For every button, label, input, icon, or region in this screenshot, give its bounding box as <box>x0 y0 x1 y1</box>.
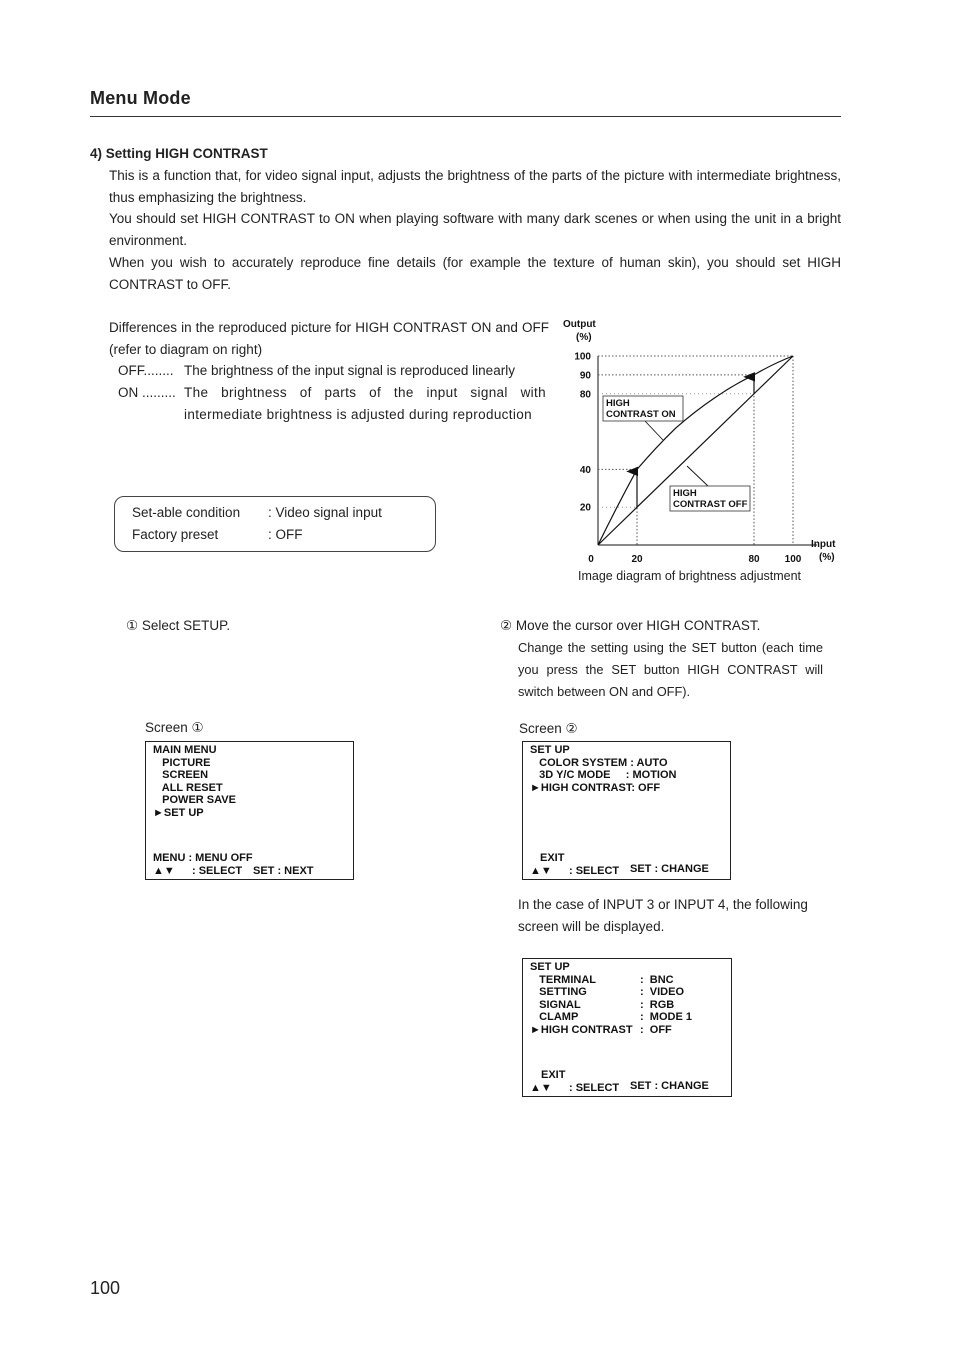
osd-line: MAIN MENU <box>153 744 217 756</box>
off-label: OFF........ <box>118 363 174 378</box>
osd-footer: MENU : MENU OFF <box>153 852 253 864</box>
callout-contrast-on-leader <box>645 421 663 440</box>
off-recommendation-paragraph: When you wish to accurately reproduce fine details (for example the texture of human skin), you should set HIGH CONTRAST to OFF. <box>109 255 841 292</box>
y-tick-label: 80 <box>579 389 591 401</box>
callout-contrast-on-text-line1: HIGH <box>606 398 630 409</box>
series-line-contrast-off <box>598 356 793 545</box>
x-tick-label: 80 <box>748 554 760 565</box>
osd-line: SCREEN <box>153 769 209 781</box>
osd-line-selected: ►HIGH CONTRAST: OFF <box>530 781 661 794</box>
osd-value: : MODE 1 <box>640 1011 692 1023</box>
osd-line: SIGNAL <box>530 998 581 1011</box>
y-tick-label: 40 <box>579 464 591 476</box>
condition-box <box>114 496 436 552</box>
osd-line-selected: ►HIGH CONTRAST <box>530 1023 633 1036</box>
osd-line: PICTURE <box>153 756 211 769</box>
up-down-arrows-icon: ▲▼ <box>530 1082 552 1094</box>
callout-contrast-off-leader <box>687 466 708 486</box>
osd-line: TERMINAL <box>530 973 596 986</box>
x-tick-label: 20 <box>631 554 643 565</box>
osd-line: 3D Y/C MODE : MOTION <box>530 769 677 781</box>
osd-line: COLOR SYSTEM : AUTO <box>530 756 668 769</box>
osd-line-selected: ►SET UP <box>153 806 204 819</box>
input-note: In the case of INPUT 3 or INPUT 4, the following screen will be displayed. <box>518 897 808 934</box>
section-heading: 4) Setting HIGH CONTRAST <box>90 146 268 161</box>
osd-footer-set: SET : NEXT <box>253 865 314 877</box>
osd-footer-select: : SELECT <box>569 865 620 877</box>
screen-1-caption: Screen ① <box>145 720 204 735</box>
screen-2-caption: Screen ② <box>519 721 578 736</box>
osd-exit: EXIT <box>541 1069 566 1081</box>
factory-preset-label: Factory preset <box>132 527 219 542</box>
intro-paragraph: This is a function that, for video signal input, adjusts the brightness of the parts of the picture with intermediate brightness, thus emphasizing the brightness. <box>109 168 841 205</box>
page-title: Menu Mode <box>90 88 191 108</box>
on-label: ON ......... <box>118 385 176 400</box>
settable-condition-label: Set-able condition <box>132 505 241 520</box>
y-axis-label-line2: (%) <box>576 332 592 343</box>
settable-condition-value: : Video signal input <box>268 505 382 520</box>
osd-value: : OFF <box>640 1023 672 1036</box>
y-axis-label-line1: Output <box>563 319 596 330</box>
osd-value: : RGB <box>640 998 675 1011</box>
chart-caption: Image diagram of brightness adjustment <box>578 569 802 583</box>
x-tick-label: 0 <box>588 554 594 565</box>
x-axis-label-line2: (%) <box>819 552 835 563</box>
osd-footer-select: : SELECT <box>569 1082 620 1094</box>
osd-footer-set: SET : CHANGE <box>630 863 709 875</box>
off-description: The brightness of the input signal is reproduced linearly <box>184 363 515 378</box>
osd-value: : BNC <box>640 973 674 986</box>
step-1: ① Select SETUP. <box>126 618 231 633</box>
osd-line: POWER SAVE <box>153 794 236 806</box>
step-2-detail: Change the setting using the SET button (each time you press the SET button HIGH CONTRAST will switch between ON and OFF). <box>518 640 823 699</box>
up-down-arrows-icon: ▲▼ <box>153 865 175 877</box>
on-description: The brightness of parts of the input signal with intermediate brightness is adjusted during reproduction <box>184 385 546 422</box>
up-down-arrows-icon: ▲▼ <box>530 865 552 877</box>
osd-line: CLAMP <box>530 1011 579 1023</box>
osd-footer-set: SET : CHANGE <box>630 1080 709 1092</box>
osd-exit: EXIT <box>540 852 565 864</box>
factory-preset-value: : OFF <box>268 527 303 542</box>
osd-footer-select: : SELECT <box>192 865 243 877</box>
x-axis-label-line1: Input <box>811 539 836 550</box>
screen-3-osd <box>522 958 732 1097</box>
callout-contrast-off-text-line2: CONTRAST OFF <box>673 499 748 510</box>
osd-line: SET UP <box>530 744 570 756</box>
y-tick-label: 100 <box>574 351 591 363</box>
osd-line: ALL RESET <box>153 781 223 794</box>
osd-line: SET UP <box>530 961 570 973</box>
title-divider <box>90 116 841 117</box>
callout-contrast-on-text-line2: CONTRAST ON <box>606 409 676 420</box>
x-tick-label: 100 <box>784 554 802 565</box>
page-number: 100 <box>90 1278 121 1298</box>
screen-1-osd <box>145 741 354 880</box>
step-2: ② Move the cursor over HIGH CONTRAST. <box>500 618 761 633</box>
osd-line: SETTING <box>530 986 587 998</box>
callout-contrast-off-text-line1: HIGH <box>673 488 697 499</box>
brightness-chart <box>555 312 855 567</box>
on-recommendation-paragraph: You should set HIGH CONTRAST to ON when playing software with many dark scenes or when using the unit in a bright environment. <box>109 211 841 248</box>
screen-2-osd <box>522 741 731 880</box>
y-tick-label: 20 <box>579 502 591 514</box>
osd-value: : VIDEO <box>640 986 685 998</box>
y-tick-label: 90 <box>579 370 591 382</box>
differences-intro: Differences in the reproduced picture for HIGH CONTRAST ON and OFF (refer to diagram on right) <box>109 320 549 357</box>
